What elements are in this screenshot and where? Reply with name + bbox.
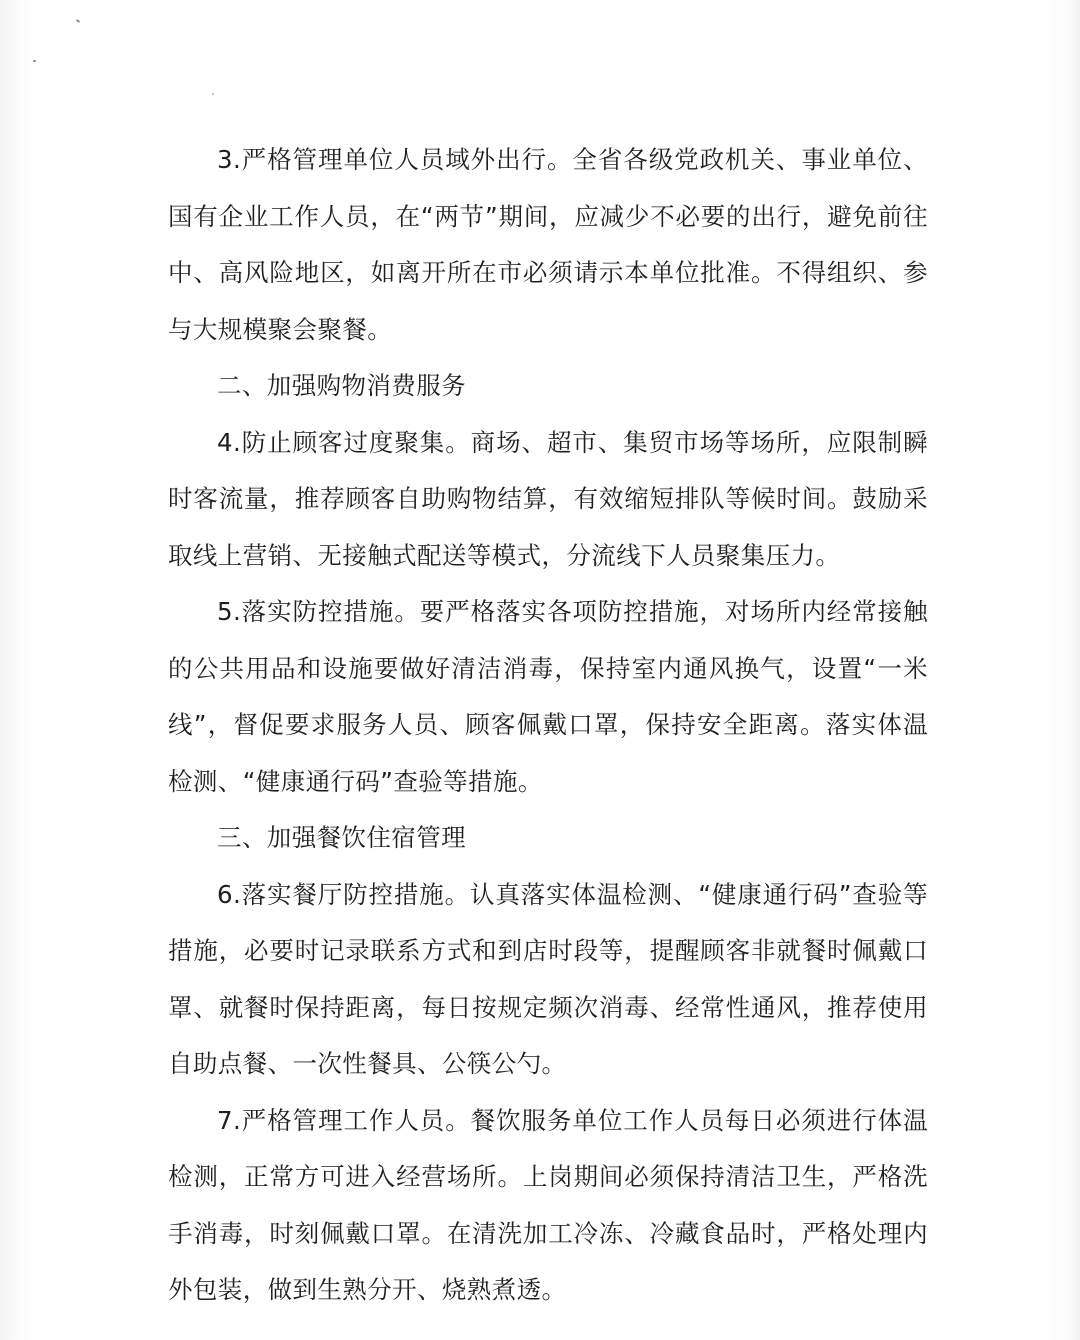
paragraph-item-5: 5.落实防控措施。要严格落实各项防控措施，对场所内经常接触的公共用品和设施要做好清洁消毒，保持室内通风换气，设置“一米线”，督促要求服务人员、顾客佩戴口罩，保持安全距离。落实体温检测、“健康通行码”查验等措施。 — [168, 597, 928, 796]
paragraph-item-6: 6.落实餐厅防控措施。认真落实体温检测、“健康通行码”查验等措施，必要时记录联系方式和到店时段等，提醒顾客非就餐时佩戴口罩、就餐时保持距离，每日按规定频次消毒、经常性通风，推荐使用自助点餐、一次性餐具、公筷公勺。 — [168, 879, 928, 1078]
document-body — [168, 132, 928, 1319]
paragraph-item-3: 3.严格管理单位人员域外出行。全省各级党政机关、事业单位、国有企业工作人员，在“两节”期间，应减少不必要的出行，避免前往中、高风险地区，如离开所在市必须请示本单位批准。不得组织、参与大规模聚会聚餐。 — [168, 145, 928, 344]
section-heading-3: 三、加强餐饮住宿管理 — [217, 823, 466, 852]
scan-speck — [33, 60, 36, 62]
section-heading-2: 二、加强购物消费服务 — [217, 371, 466, 400]
scan-speck — [76, 19, 80, 23]
paragraph-item-4: 4.防止顾客过度聚集。商场、超市、集贸市场等场所，应限制瞬时客流量，推荐顾客自助购物结算，有效缩短排队等候时间。鼓励采取线上营销、无接触式配送等模式，分流线下人员聚集压力。 — [168, 427, 928, 570]
scan-speck — [212, 93, 214, 95]
paragraph-item-7: 7.严格管理工作人员。餐饮服务单位工作人员每日必须进行体温检测，正常方可进入经营场所。上岗期间必须保持清洁卫生，严格洗手消毒，时刻佩戴口罩。在清洗加工冷冻、冷藏食品时，严格处理内外包装，做到生熟分开、烧熟煮透。 — [168, 1105, 928, 1304]
